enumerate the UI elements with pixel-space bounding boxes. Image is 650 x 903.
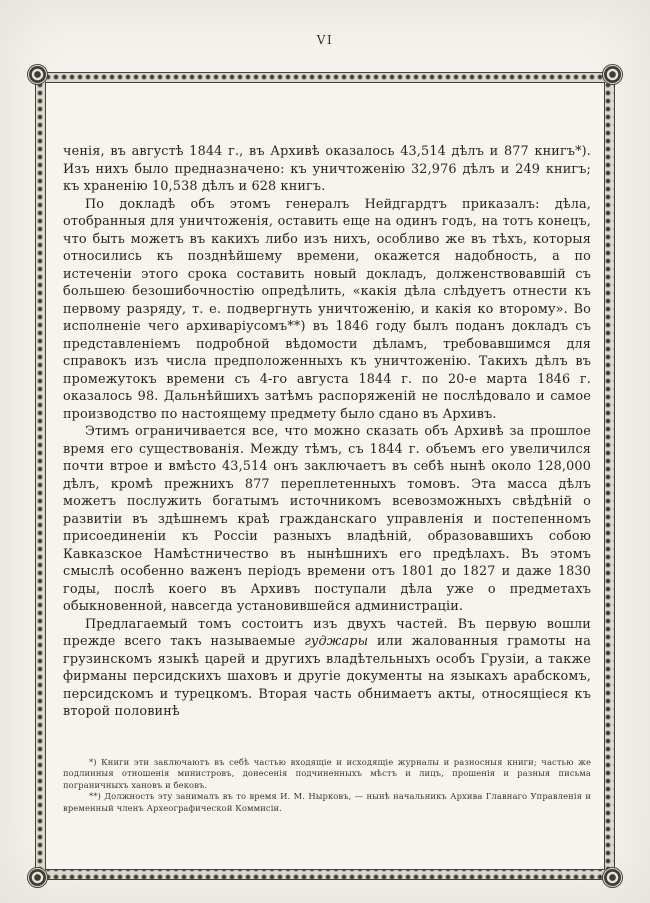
corner-rosette-icon <box>603 65 622 84</box>
footnote: **) Должность эту занималъ въ то время И. М. Нырковъ, — нынѣ начальникъ Архива Главнаго Управленія и временный членъ Археографической Коммисіи. <box>63 791 591 813</box>
paragraph: По докладѣ объ этомъ генералъ Нейдгардтъ приказалъ: дѣла, отобранныя для уничтоженія, оставить еще на одинъ годъ, на тотъ конецъ, что быть можетъ въ какихъ либо изъ нихъ, особливо же въ тѣхъ, которыя относились къ позднѣйшему времени, окажется надобность, а по истеченіи этого срока составить новый докладъ, долженствовавшій съ большею безошибочностію опредѣлить, «какія дѣла слѣдуетъ отнести къ первому разряду, т. е. подвергнуть уничтоженію, и какія ко второму». Во исполненіе чего архиваріусомъ**) въ 1846 году былъ поданъ докладъ съ представленіемъ подробной вѣдомости дѣламъ, требовавшимся для справокъ изъ числа предположенныхъ къ уничтоженію. Такихъ дѣлъ въ промежутокъ времени съ 4-го августа 1844 г. по 20-е марта 1846 г. оказалось 98. Дальнѣйшихъ затѣмъ распоряженій не послѣдовало и самое производство по настоящему предмету было сдано въ Архивъ. <box>63 196 591 422</box>
footnote: *) Книги эти заключаютъ въ себѣ частью входящіе и исходящіе журналы и разносныя книги; частью же подлинныя отношенія министровъ, донесенія подчиненныхъ мѣстъ и лицъ, прошенія и разныя письма пограничныхъ хановъ и бековъ. <box>63 756 591 790</box>
paragraph: Предлагаемый томъ состоитъ изъ двухъ частей. Въ первую вошли прежде всего такъ называемые гуджары или жалованныя грамоты на грузинскомъ языкѣ царей и другихъ владѣтельныхъ особъ Грузіи, а также фирманы персидскихъ шаховъ и другіе документы на языкахъ арабскомъ, персидскомъ и турецкомъ. Вторая часть обнимаетъ акты, относящіеся къ второй половинѣ <box>63 616 591 719</box>
corner-rosette-icon <box>28 868 47 887</box>
corner-rosette-icon <box>603 868 622 887</box>
page-number: VI <box>316 33 334 47</box>
ornamental-frame <box>35 72 615 880</box>
paragraph: ченія, въ августѣ 1844 г., въ Архивѣ оказалось 43,514 дѣлъ и 877 книгъ*). Изъ нихъ было предназначено: къ уничтоженію 32,976 дѣлъ и 249 книгъ; къ храненію 10,538 дѣлъ и 628 книгъ. <box>63 144 591 194</box>
footnotes <box>63 757 591 815</box>
paragraph: Этимъ ограничивается все, что можно сказать объ Архивѣ за прошлое время его существованія. Между тѣмъ, съ 1844 г. объемъ его увеличился почти втрое и вмѣсто 43,514 онъ заключаетъ въ себѣ нынѣ около 128,000 дѣлъ, кромѣ прежнихъ 877 переплетенныхъ томовъ. Эта масса дѣлъ можетъ послужить богатымъ источникомъ всевозможныхъ свѣдѣній о развитіи въ здѣшнемъ краѣ гражданскаго управленія и постепенномъ присоединеніи къ Россіи разныхъ владѣній, образовавшихъ собою Кавказское Намѣстничество въ нынѣшнихъ его предѣлахъ. Въ этомъ смыслѣ особенно важенъ періодъ времени отъ 1801 до 1827 и даже 1830 годы, послѣ коего въ Архивъ поступали дѣла уже о предметахъ обыкновенной, навсегда установившейся администраціи. <box>63 424 591 614</box>
frame-inner <box>45 82 605 870</box>
page-text <box>46 83 604 869</box>
